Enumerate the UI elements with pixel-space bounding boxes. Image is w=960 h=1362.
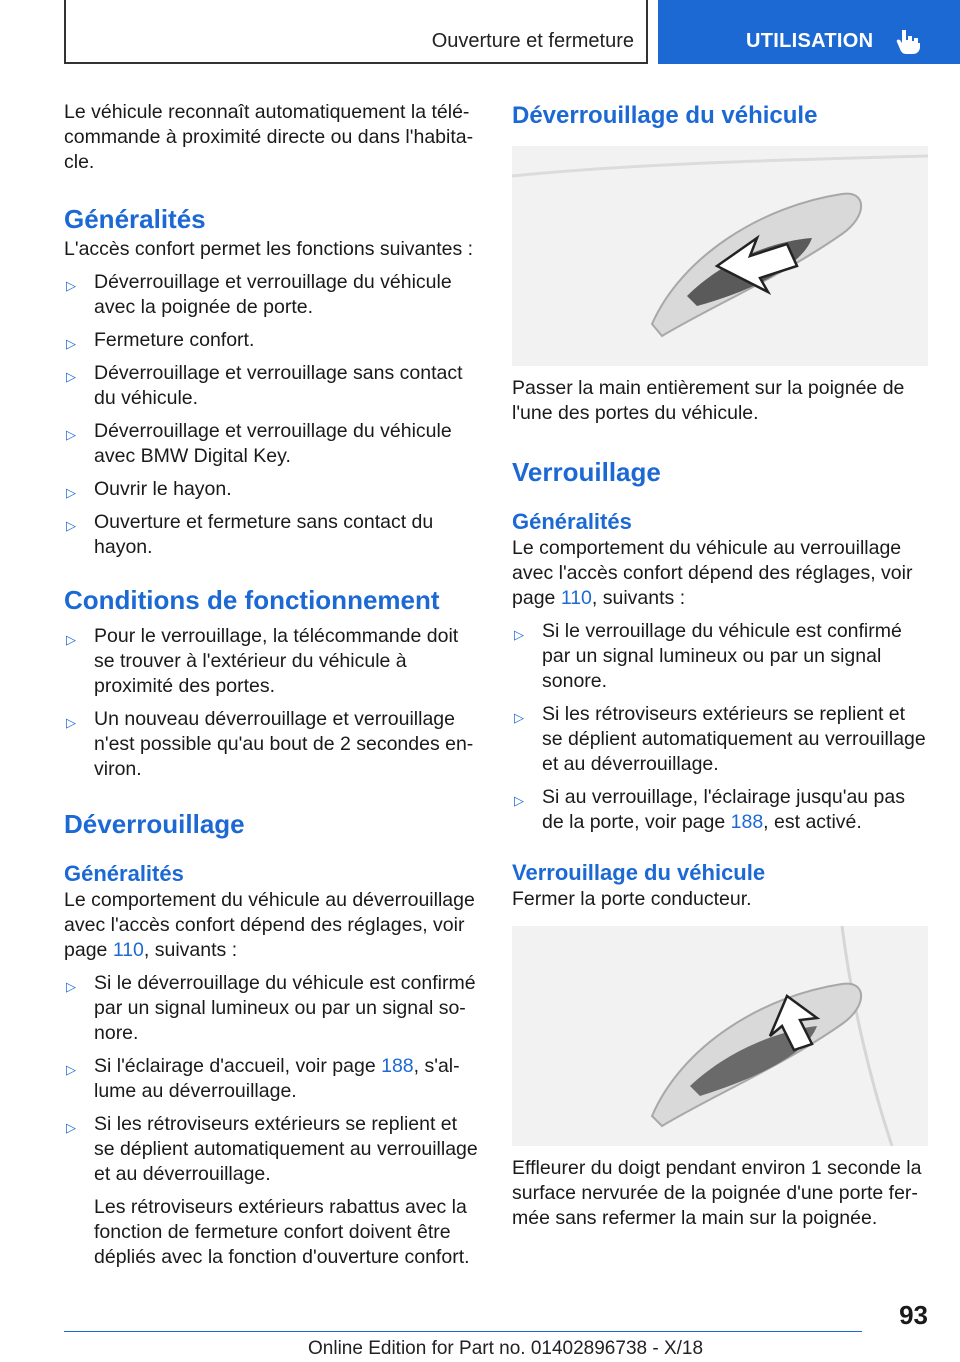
generalites-list bbox=[64, 270, 480, 560]
unlock-caption: Passer la main entièrement sur la poignée de l'une des portes du véhicule. bbox=[512, 377, 905, 424]
deverrouillage-text: Le comportement du véhicule au déverrouillage avec l'accès confort dépend des réglages, voir page 110, suivants : bbox=[64, 889, 475, 961]
list-item: ▷ Un nouveau déverrouillage et verrouillage n'est possible qu'au bout de 2 secondes en-viron. bbox=[66, 708, 474, 780]
right-column bbox=[512, 100, 928, 1231]
page-link[interactable]: 188 bbox=[730, 811, 764, 833]
generalites-text: L'accès confort permet les fonctions suivantes : bbox=[64, 238, 474, 260]
mirror-note: Les rétroviseurs extérieurs rabattus avec la fonction de fermeture confort doivent être dépliés avec la fonction d'ouverture confort. bbox=[94, 1196, 470, 1268]
header-section-box bbox=[64, 0, 648, 64]
triangle-bullet-icon: ▷ bbox=[66, 715, 76, 730]
page-link[interactable]: 110 bbox=[560, 587, 592, 609]
list-item: ▷ Déverrouillage et verrouillage sans contact du véhicule. bbox=[66, 362, 463, 409]
intro-paragraph: Le véhicule reconnaît automatiquement la télé-commande à proximité directe ou dans l'habita-cle. bbox=[64, 101, 474, 173]
list-item: ▷ Si le verrouillage du véhicule est confirmé par un signal lumineux ou par un signal sonore. bbox=[514, 620, 902, 692]
list-item: ▷ Ouverture et fermeture sans contact du hayon. bbox=[66, 511, 434, 558]
triangle-bullet-icon: ▷ bbox=[66, 369, 76, 384]
footer-divider bbox=[64, 1331, 862, 1332]
triangle-bullet-icon: ▷ bbox=[66, 1120, 76, 1135]
subheading-generalites: Généralités bbox=[512, 509, 632, 534]
list-item: ▷ Déverrouillage et verrouillage du véhicule avec BMW Digital Key. bbox=[66, 420, 452, 467]
list-item: ▷ Si les rétroviseurs extérieurs se replient et se déplient automatiquement au verrouillage et au déverrouillage. bbox=[514, 703, 926, 775]
door-handle-unlock-image bbox=[512, 146, 928, 366]
lock-caption: Effleurer du doigt pendant environ 1 seconde la surface nervurée de la poignée d'une porte fer-mée sans refermer la main sur la poignée. bbox=[512, 1157, 922, 1229]
footer-edition: Online Edition for Part no. 01402896738 - X/18 bbox=[308, 1338, 704, 1359]
left-column bbox=[64, 100, 480, 1270]
subheading-verrouillage-vehicule: Verrouillage du véhicule bbox=[512, 860, 766, 885]
page-number: 93 bbox=[899, 1300, 928, 1330]
heading-deverrouillage-vehicule: Déverrouillage du véhicule bbox=[512, 102, 818, 129]
heading-verrouillage: Verrouillage bbox=[512, 457, 661, 487]
list-item: ▷ Si au verrouillage, l'éclairage jusqu'au pas de la porte, voir page 188, est activé. bbox=[514, 786, 905, 833]
heading-generalites: Généralités bbox=[64, 204, 206, 234]
list-item: ▷ Déverrouillage et verrouillage du véhicule avec la poignée de porte. bbox=[66, 271, 452, 318]
door-handle-lock-image bbox=[512, 926, 928, 1146]
triangle-bullet-icon: ▷ bbox=[514, 710, 524, 725]
section-title: Ouverture et fermeture bbox=[431, 30, 634, 52]
list-item: ▷ Si l'éclairage d'accueil, voir page 188, s'al-lume au déverrouillage. bbox=[66, 1055, 460, 1102]
triangle-bullet-icon: ▷ bbox=[66, 278, 76, 293]
list-item: ▷ Si les rétroviseurs extérieurs se replient et se déplient automatiquement au verrouillage et au déverrouillage. bbox=[66, 1113, 478, 1185]
triangle-bullet-icon: ▷ bbox=[66, 427, 76, 442]
heading-conditions: Conditions de fonctionnement bbox=[64, 585, 440, 615]
subheading-generalites: Généralités bbox=[64, 861, 184, 886]
triangle-bullet-icon: ▷ bbox=[66, 979, 76, 994]
tab-label: UTILISATION bbox=[746, 30, 874, 52]
triangle-bullet-icon: ▷ bbox=[66, 632, 76, 647]
triangle-bullet-icon: ▷ bbox=[66, 518, 76, 533]
triangle-bullet-icon: ▷ bbox=[514, 627, 524, 642]
verrouillage-text: Le comportement du véhicule au verrouillage avec l'accès confort dépend des réglages, voir page 110, suivants : bbox=[512, 537, 913, 609]
verrouillage-list bbox=[512, 619, 928, 835]
triangle-bullet-icon: ▷ bbox=[514, 793, 524, 808]
list-item: ▷ Fermeture confort. bbox=[64, 328, 480, 353]
header-tab-utilisation[interactable] bbox=[658, 0, 960, 64]
heading-deverrouillage: Déverrouillage bbox=[64, 809, 245, 839]
triangle-bullet-icon: ▷ bbox=[66, 485, 76, 500]
page-link[interactable]: 188 bbox=[381, 1055, 414, 1077]
verrouillage-vehicule-text: Fermer la porte conducteur. bbox=[512, 888, 752, 910]
list-item: ▷ Ouvrir le hayon. bbox=[64, 477, 480, 502]
hand-pointer-icon bbox=[896, 28, 924, 54]
conditions-list bbox=[64, 624, 480, 782]
list-item: ▷ Pour le verrouillage, la télécommande doit se trouver à l'extérieur du véhicule à proximité des portes. bbox=[66, 625, 459, 697]
triangle-bullet-icon: ▷ bbox=[66, 336, 76, 351]
page-link[interactable]: 110 bbox=[112, 939, 144, 961]
triangle-bullet-icon: ▷ bbox=[66, 1062, 76, 1077]
list-item: ▷ Si le déverrouillage du véhicule est confirmé par un signal lumineux ou par un signal so-nore. bbox=[66, 972, 476, 1044]
deverrouillage-list bbox=[64, 971, 480, 1187]
